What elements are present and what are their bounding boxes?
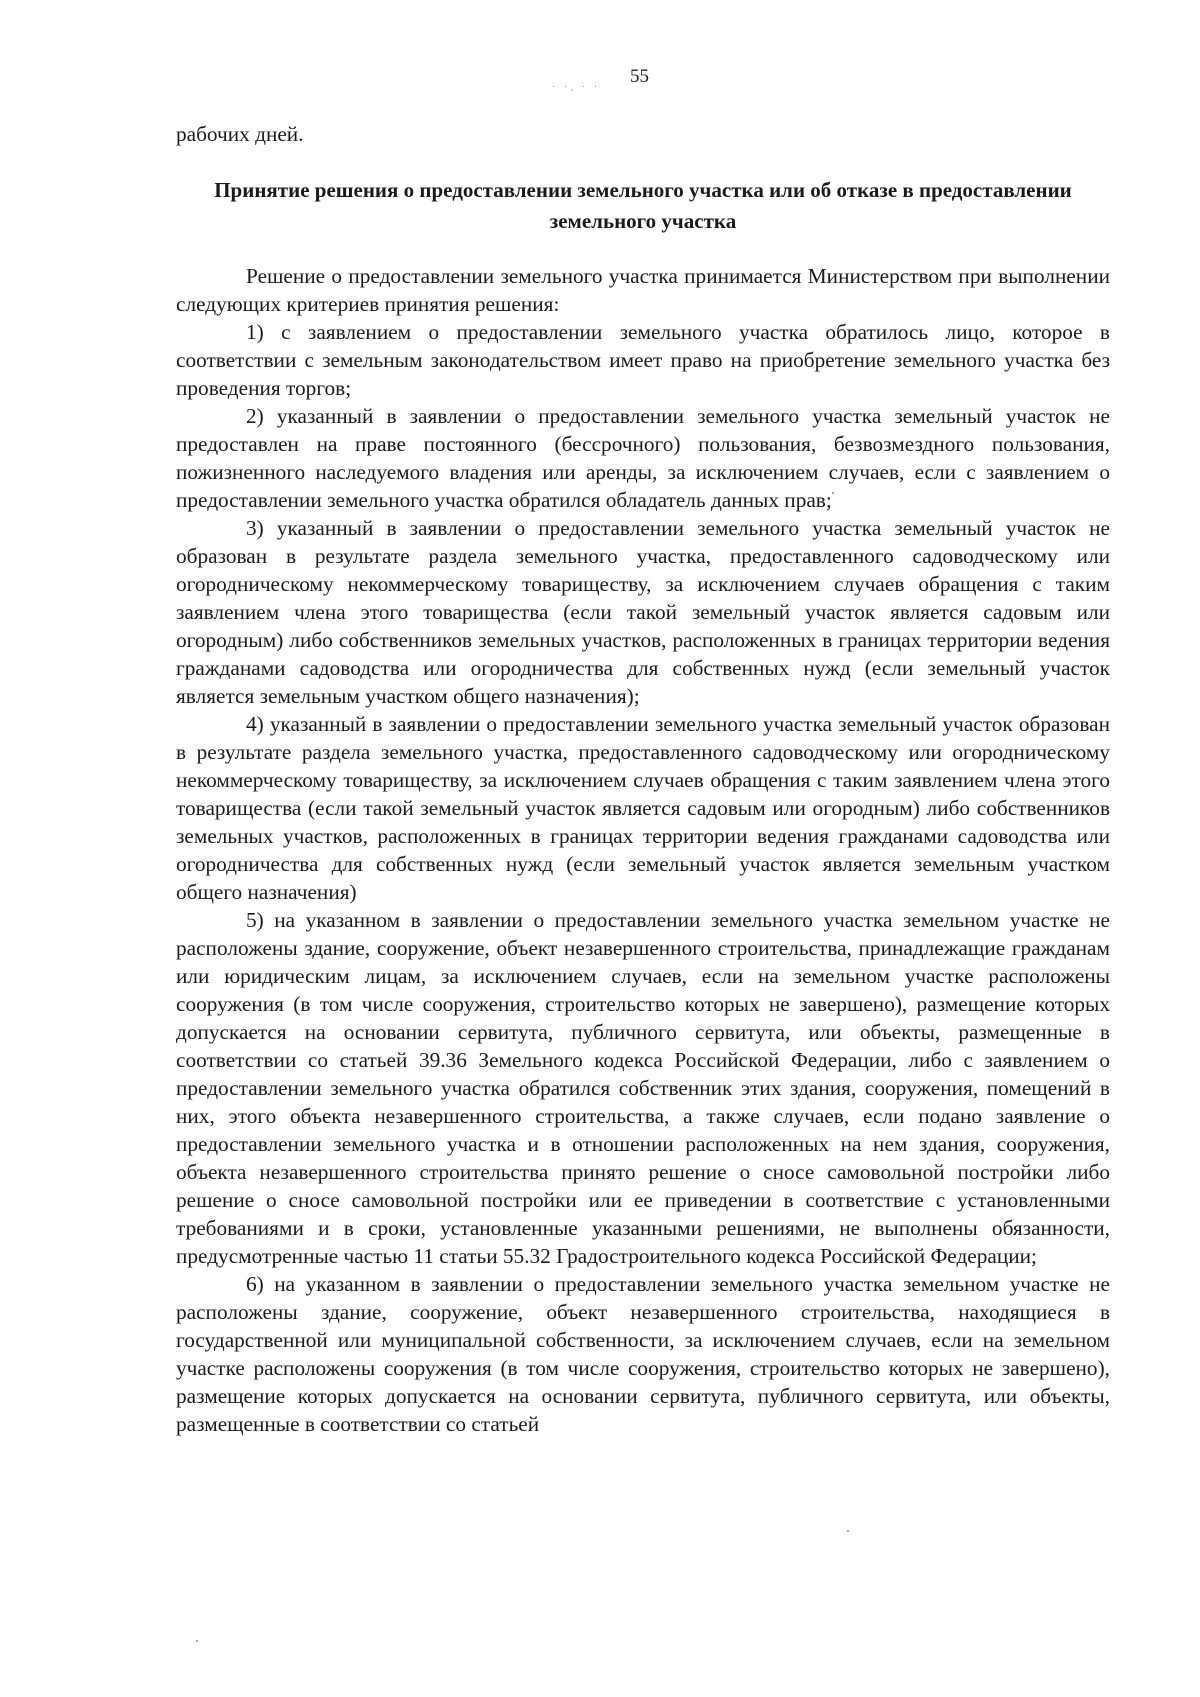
criterion-item: 2) указанный в заявлении о предоставлении земельного участка земельный участок не предоставлен на праве постоянного (бессрочного) пользования, безвозмездного пользования, пожизненного наследуемого владения или аренды, за исключением случаев, если с заявлением о предоставлении земельного участка обратился обладатель данных прав; [176,404,1110,512]
section-body [176,262,1110,1438]
continuation-text: рабочих дней. [176,122,304,146]
intro-paragraph: Решение о предоставлении земельного участка принимается Министерством при выполнении следующих критериев принятия решения: [176,264,1110,316]
criterion-item: 4) указанный в заявлении о предоставлении земельного участка земельный участок образован в результате раздела земельного участка, предоставленного садоводческому или огородническому некоммерческому товариществу, за исключением случаев обращения с таким заявлением члена этого товарищества (если такой земельный участок является садовым или огородным) либо собственников земельных участков, расположенных в границах территории ведения гражданами садоводства или огородничества для собственных нужд (если земельный участок является земельным участком общего назначения) [176,712,1110,904]
criterion-item: 3) указанный в заявлении о предоставлении земельного участка земельный участок не образован в результате раздела земельного участка, предоставленного садоводческому или огородническому некоммерческому товариществу, за исключением случаев обращения с таким заявлением члена этого товарищества (если такой земельный участок является садовым или огородным) либо собственников земельных участков, расположенных в границах территории ведения гражданами садоводства или огородничества для собственных нужд (если земельный участок является земельным участком общего назначения); [176,516,1110,708]
criterion-item: 5) на указанном в заявлении о предоставлении земельного участка земельном участке не расположены здание, сооружение, объект незавершенного строительства, принадлежащие гражданам или юридическим лицам, за исключением случаев, если на земельном участке расположены сооружения (в том числе сооружения, строительство которых не завершено), размещение которых допускается на основании сервитута, публичного сервитута, или объекты, размещенные в соответствии со статьей 39.36 Земельного кодекса Российской Федерации, либо с заявлением о предоставлении земельного участка обратился собственник этих здания, сооружения, помещений в них, этого объекта незавершенного строительства, а также случаев, если подано заявление о предоставлении земельного участка и в отношении расположенных на нем здания, сооружения, объекта незавершенного строительства принято решение о сносе самовольной постройки либо решение о сносе самовольной постройки или ее приведении в соответствие с установленными требованиями и в сроки, установленные указанными решениями, не выполнены обязанности, предусмотренные частью 11 статьи 55.32 Градостроительного кодекса Российской Федерации; [176,908,1110,1268]
page-number: 55 [630,66,649,87]
scan-speck [832,492,834,494]
scan-speck [847,1530,849,1532]
scan-speck [196,1640,198,1642]
criterion-item: 1) с заявлением о предоставлении земельного участка обратилось лицо, которое в соответствии с земельным законодательством имеет право на приобретение земельного участка без проведения торгов; [176,320,1110,400]
criterion-item: 6) на указанном в заявлении о предоставлении земельного участка земельном участке не расположены здание, сооружение, объект незавершенного строительства, находящиеся в государственной или муниципальной собственности, за исключением случаев, если на земельном участке расположены сооружения (в том числе сооружения, строительство которых не завершено), размещение которых допускается на основании сервитута, публичного сервитута, или объекты, размещенные в соответствии со статьей [176,1272,1110,1436]
section-heading: Принятие решения о предоставлении земельного участка или об отказе в предоставлении земельного участка [214,178,1072,233]
scan-noise: · ·‚ · · [552,82,601,93]
